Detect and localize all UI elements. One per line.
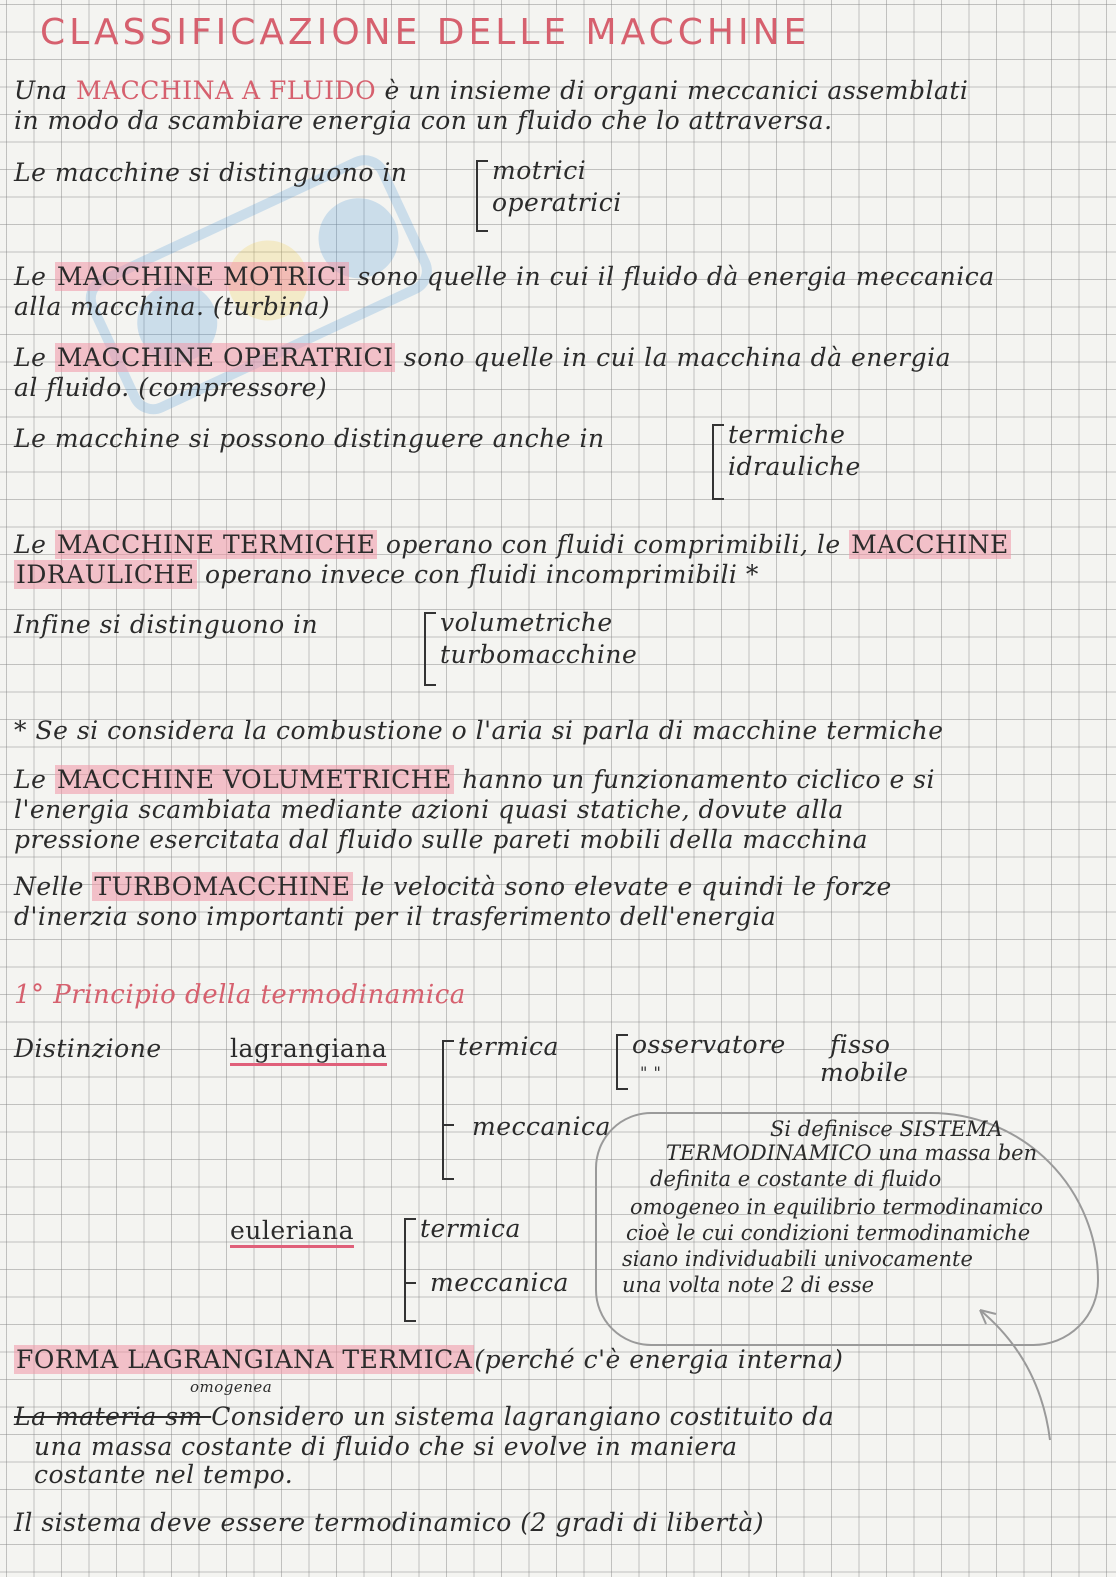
text: sono quelle in cui la macchina dà energia (395, 343, 952, 372)
distinzione-label: Distinzione (14, 1034, 162, 1063)
turbo-line-2: d'inerzia sono importanti per il trasferimento dell'energia (14, 902, 777, 931)
volumetriche-line-1 (14, 765, 935, 795)
list-item-operatrici: operatrici (492, 188, 622, 217)
text: operano con fluidi comprimibili, le (377, 530, 850, 559)
osservatore-ditto: " " (640, 1063, 662, 1082)
euleriana-label (230, 1216, 354, 1246)
term-turbomacchine: TURBOMACCHINE (94, 872, 351, 901)
last-line-2: una massa costante di fluido che si evolve in maniera (34, 1432, 738, 1461)
sistema-line-6: siano individuabili univocamente (622, 1247, 973, 1271)
intro-line-1 (14, 76, 968, 106)
termiche-line-1 (14, 530, 1011, 560)
term-macchine-motrici: MACCHINE MOTRICI (56, 262, 347, 291)
lagrangiana-label (230, 1034, 387, 1064)
text: Nelle (14, 872, 93, 901)
list-item-turbomacchine: turbomacchine (440, 640, 638, 669)
term-lagrangiana: lagrangiana (230, 1034, 387, 1066)
fisso-label: fisso (830, 1030, 891, 1059)
turbo-line-1 (14, 872, 892, 902)
dash-icon (442, 1124, 454, 1126)
eul-item-termica: termica (420, 1214, 521, 1243)
text: hanno un funzionamento ciclico e si (453, 765, 936, 794)
last-line-4: Il sistema deve essere termodinamico (2 gradi di libertà) (14, 1508, 765, 1537)
text: operano invece con fluidi incomprimibili * (196, 560, 759, 589)
list-item-idrauliche: idrauliche (728, 452, 861, 481)
mobile-label: mobile (820, 1058, 909, 1087)
brace-icon (476, 160, 488, 232)
motrici-line-1 (14, 262, 995, 292)
sistema-line-3: definita e costante di fluido (650, 1167, 942, 1191)
term-macchine-volumetriche: MACCHINE VOLUMETRICHE (56, 765, 452, 794)
correction-omogenea: omogenea (190, 1378, 273, 1396)
struck-text: La materia sm (14, 1402, 212, 1431)
osservatore-label: osservatore (632, 1030, 786, 1059)
lagr-item-meccanica: meccanica (472, 1112, 611, 1141)
sistema-line-7: una volta note 2 di esse (622, 1273, 875, 1297)
term-macchina-a-fluido: MACCHINA A FLUIDO (76, 76, 377, 105)
term-macchine-termiche: MACCHINE TERMICHE (56, 530, 376, 559)
text: Le (14, 343, 55, 372)
brace-icon (424, 612, 436, 686)
text: Le (14, 262, 55, 291)
text: sono quelle in cui il fluido dà energia meccanica (348, 262, 995, 291)
term-euleriana: euleriana (230, 1216, 354, 1248)
text: (perché c'è energia interna) (474, 1345, 844, 1374)
sistema-line-2: TERMODINAMICO una massa ben (666, 1141, 1038, 1165)
operatrici-line-1 (14, 343, 951, 373)
last-line-1 (14, 1402, 834, 1432)
term-macchine: MACCHINE (851, 530, 1009, 559)
eul-item-meccanica: meccanica (430, 1268, 569, 1297)
intro-line-2: in modo da scambiare energia con un fluido che lo attraversa. (14, 106, 833, 135)
term-idrauliche: IDRAULICHE (16, 560, 195, 589)
last-line-3: costante nel tempo. (34, 1460, 294, 1489)
intro-text: è un insieme di organi meccanici assemblati (376, 76, 969, 105)
lagr-item-termica: termica (458, 1032, 559, 1061)
operatrici-line-2: al fluido. (compressore) (14, 373, 328, 402)
arrow-icon (960, 1300, 1080, 1450)
text: Le (14, 530, 55, 559)
term-macchine-operatrici: MACCHINE OPERATRICI (56, 343, 394, 372)
brace-icon (442, 1040, 454, 1180)
volumetriche-line-2: l'energia scambiata mediante azioni quasi statiche, dovute alla (14, 795, 844, 824)
term-forma-lagrangiana-termica: FORMA LAGRANGIANA TERMICA (16, 1345, 473, 1374)
page-title: CLASSIFICAZIONE DELLE MACCHINE (40, 12, 811, 53)
list-item-motrici: motrici (492, 156, 587, 185)
motrici-line-2: alla macchina. (turbina) (14, 292, 330, 321)
brace-icon (404, 1218, 416, 1322)
text: Considero un sistema lagrangiano costituito da (211, 1402, 835, 1431)
text: Le (14, 765, 55, 794)
footnote-combustione: * Se si considera la combustione o l'aria si parla di macchine termiche (14, 716, 944, 745)
dash-icon (404, 1282, 416, 1284)
brace-icon (712, 424, 724, 500)
volumetriche-line-3: pressione esercitata dal fluido sulle pareti mobili della macchina (14, 825, 869, 854)
list-item-termiche: termiche (728, 420, 846, 449)
brace-icon (616, 1034, 628, 1090)
dist-termiche-idrauliche-lead: Le macchine si possono distinguere anche in (14, 424, 605, 453)
section-heading-primo-principio: 1° Principio della termodinamica (14, 980, 466, 1010)
dist-motrici-operatrici-lead: Le macchine si distinguono in (14, 158, 408, 187)
list-item-volumetriche: volumetriche (440, 608, 613, 637)
text: le velocità sono elevate e quindi le forze (352, 872, 892, 901)
sistema-line-5: cioè le cui condizioni termodinamiche (626, 1221, 1031, 1245)
intro-text: Una (14, 76, 77, 105)
forma-lagrangiana-heading (14, 1345, 843, 1375)
sistema-line-4: omogeneo in equilibrio termodinamico (630, 1195, 1044, 1219)
sistema-line-1: Si definisce SISTEMA (770, 1117, 1003, 1141)
dist-volumetriche-turbo-lead: Infine si distinguono in (14, 610, 319, 639)
termiche-line-2 (14, 560, 759, 590)
